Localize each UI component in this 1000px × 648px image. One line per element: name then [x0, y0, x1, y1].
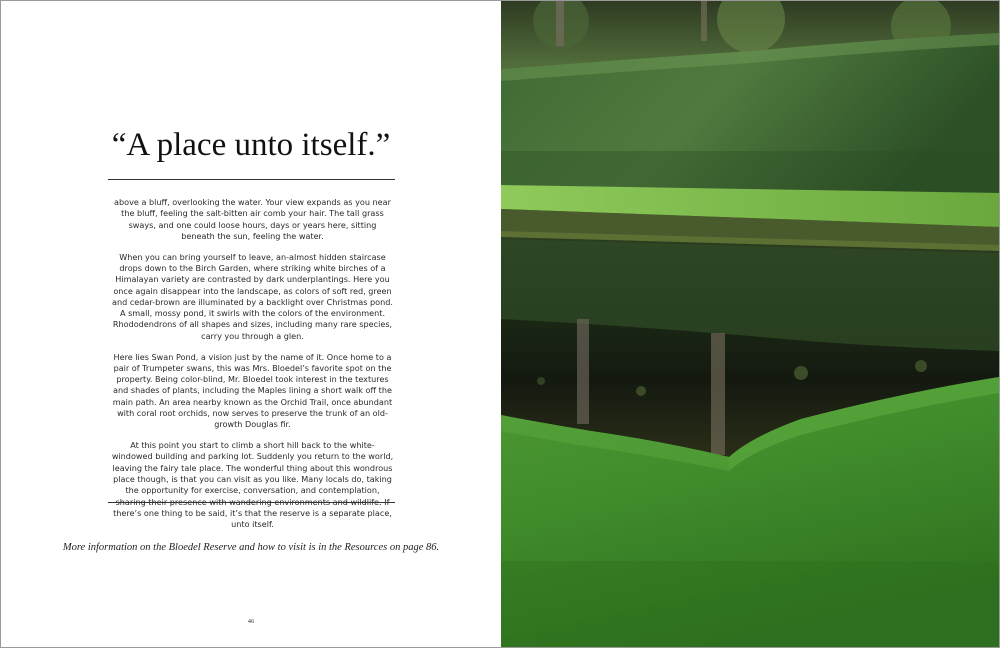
- paragraph: When you can bring yourself to leave, an-almost hidden staircase drops down to the Birch Garden, where striking white birches of a Himalayan variety are contrasted by dark underplantings. Here you once again disappear into the landscape, as colors of soft red, green and cedar-brown are illuminated by a backlight over Christmas pond. A small, mossy pond, it swirls with the colors of the environment. Rhododendrons of all shapes and sizes, including many rare species, carry you through a glen.: [112, 251, 393, 341]
- resources-note: More information on the Bloedel Reserve and how to visit is in the Resources on page 86.: [62, 542, 440, 553]
- top-rule: [108, 179, 395, 180]
- paragraph: At this point you start to climb a short hill back to the white-windowed building and parking lot. Suddenly you return to the world, leaving the fairy tale place. The wonderful thing about this wondrous place though, is that you can visit as you like. Many locals do, taking the opportunity for exercise, conversation, and contemplation, sharing their presence with wandering environments and wildlife. If there’s one thing to be said, it’s that the reserve is a separate place, unto itself.: [111, 440, 394, 530]
- pull-quote: “A place unto itself.”: [111, 127, 391, 163]
- reflecting-pool-photo: [501, 1, 999, 647]
- page-number: 46: [247, 618, 255, 625]
- bottom-rule: [108, 502, 395, 503]
- paragraph: above a bluff, overlooking the water. Your view expands as you near the bluff, feeling the salt-bitten air comb your hair. The tall grass sways, and one could loose hours, days or years here, sitting beneath the sun, feeling the water.: [114, 197, 391, 241]
- article-body: [111, 197, 394, 540]
- paragraph: Here lies Swan Pond, a vision just by the name of it. Once home to a pair of Trumpeter swans, this was Mrs. Bloedel’s favorite spot on the property. Being color-blind, Mr. Bloedel took interest in the textures and shades of plants, including the Maples lining a short walk off the main path. An area nearby known as the Orchid Trail, once abundant with coral root orchids, now serves to preserve the trunk of an old-growth Douglas fir.: [112, 351, 393, 430]
- left-page: [1, 1, 501, 647]
- right-page: [501, 1, 999, 647]
